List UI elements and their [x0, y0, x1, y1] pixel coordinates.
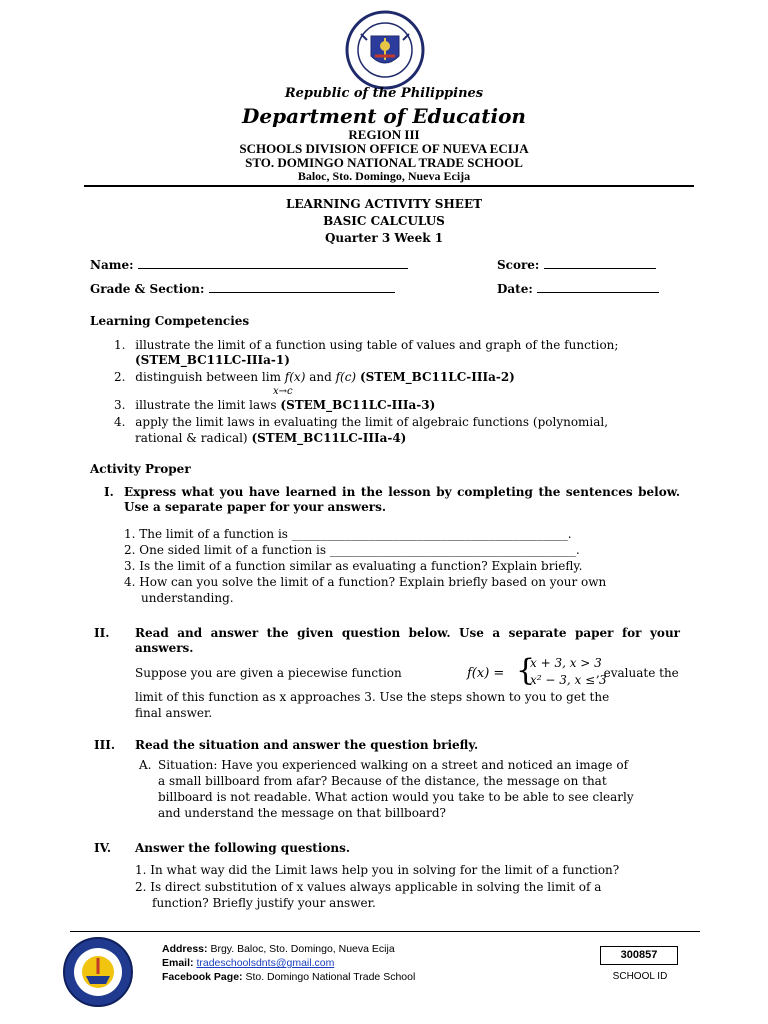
name-field[interactable]	[90, 258, 408, 273]
grade-label: Grade & Section:	[90, 282, 205, 296]
competency-1-code: (STEM_BC11LC-IIIa-1)	[135, 353, 290, 367]
date-line[interactable]	[537, 292, 659, 293]
school-id-label: SCHOOL ID	[612, 971, 668, 982]
school-address: Baloc, Sto. Domingo, Nueva Ecija	[297, 169, 471, 183]
part4-item-1: 1. In what way did the Limit laws help you in solving for the limit of a function?	[135, 863, 620, 877]
deped-seal	[345, 10, 425, 90]
division-text: SCHOOLS DIVISION OFFICE OF NUEVA ECIJA	[239, 141, 529, 156]
name-label: Name:	[90, 258, 134, 272]
part3-line-3: billboard is not readable. What action would you take to be able to see clearly	[158, 790, 634, 804]
part3-line-2: a small billboard from afar? Because of the distance, the message on that	[158, 774, 607, 788]
footer-address: Address: Brgy. Baloc, Sto. Domingo, Nueva Ecija	[162, 943, 395, 955]
part4-roman: IV.	[94, 841, 112, 855]
grade-section-field[interactable]	[90, 282, 395, 297]
piecewise-brace: {	[516, 653, 536, 688]
school-id-box: 300857	[600, 946, 678, 965]
competency-1: 1. illustrate the limit of a function using table of values and graph of the function;	[114, 338, 619, 352]
part1-roman: I.	[104, 485, 114, 499]
sheet-title: LEARNING ACTIVITY SHEET	[285, 197, 483, 211]
name-line[interactable]	[138, 268, 408, 269]
school-logo	[62, 936, 134, 1008]
competencies-heading: Learning Competencies	[90, 314, 250, 328]
part4-item-2-cont: function? Briefly justify your answer.	[152, 896, 376, 910]
grade-line[interactable]	[209, 292, 395, 293]
part2-text-d: final answer.	[135, 706, 213, 720]
part1-item-4: 4. How can you solve the limit of a function? Explain briefly based on your own	[124, 575, 607, 589]
part4-instruction: Answer the following questions.	[135, 841, 351, 855]
part2-case-1: x + 3, x > 3	[530, 656, 602, 670]
part1-item-3: 3. Is the limit of a function similar as evaluating a function? Explain briefly.	[124, 559, 583, 573]
score-label: Score:	[497, 258, 540, 272]
part1-item-1: 1. The limit of a function is ______________________________________________.	[124, 527, 572, 541]
competency-2: 2. distinguish between lim f(x) and f(c) (STEM_BC11LC-IIIa-2)	[114, 370, 515, 384]
footer-divider	[70, 931, 700, 932]
score-line[interactable]	[544, 268, 656, 269]
part3-letter: A.	[139, 758, 152, 772]
score-field[interactable]	[497, 258, 656, 273]
part2-text-b: , evaluate the	[596, 666, 679, 680]
sheet-subject: BASIC CALCULUS	[323, 214, 445, 228]
part3-line-4: and understand the message on that billboard?	[158, 806, 446, 820]
part2-fx: f(x) =	[467, 666, 505, 681]
part4-item-2: 2. Is direct substitution of x values always applicable in solving the limit of a	[135, 880, 602, 894]
republic-text: Republic of the Philippines	[284, 86, 484, 101]
region-text: REGION III	[348, 127, 420, 142]
footer-facebook: Facebook Page: Sto. Domingo National Trade School	[162, 971, 416, 983]
competency-4: 4. apply the limit laws in evaluating the limit of algebraic functions (polynomial,	[114, 415, 609, 429]
part2-text-a: Suppose you are given a piecewise function	[135, 666, 402, 680]
department-title: Department of Education	[242, 104, 526, 128]
header-divider	[84, 185, 694, 187]
competency-2-limit-sub: x→c	[273, 386, 293, 397]
competency-3: 3. illustrate the limit laws (STEM_BC11LC-IIIa-3)	[114, 398, 436, 412]
activity-heading: Activity Proper	[90, 462, 191, 476]
school-text: STO. DOMINGO NATIONAL TRADE SCHOOL	[245, 155, 523, 170]
part1-item-4-cont: understanding.	[141, 591, 234, 605]
part1-item-2: 2. One sided limit of a function is _________________________________________.	[124, 543, 580, 557]
date-field[interactable]	[497, 282, 659, 297]
competency-4-cont: rational & radical) (STEM_BC11LC-IIIa-4)	[135, 431, 407, 445]
part2-instruction: Read and answer the given question below. Use a separate paper for your answers.	[135, 626, 680, 655]
footer-email: Email: tradeschoolsdnts@gmail.com	[162, 957, 335, 969]
sheet-quarter: Quarter 3 Week 1	[324, 231, 444, 245]
part3-roman: III.	[94, 738, 116, 752]
email-link[interactable]: tradeschoolsdnts@gmail.com	[196, 957, 335, 969]
part2-case-2: x² − 3, x ≤ 3	[530, 673, 607, 687]
part1-instruction: Express what you have learned in the lesson by completing the sentences below. Use a separate paper for your answers.	[124, 485, 680, 514]
part2-roman: II.	[94, 626, 110, 640]
part3-instruction: Read the situation and answer the question briefly.	[135, 738, 479, 752]
part2-text-c: limit of this function as x approaches 3. Use the steps shown to you to get the	[135, 690, 610, 704]
date-label: Date:	[497, 282, 533, 296]
part3-line-1: Situation: Have you experienced walking on a street and noticed an image of	[158, 758, 629, 772]
